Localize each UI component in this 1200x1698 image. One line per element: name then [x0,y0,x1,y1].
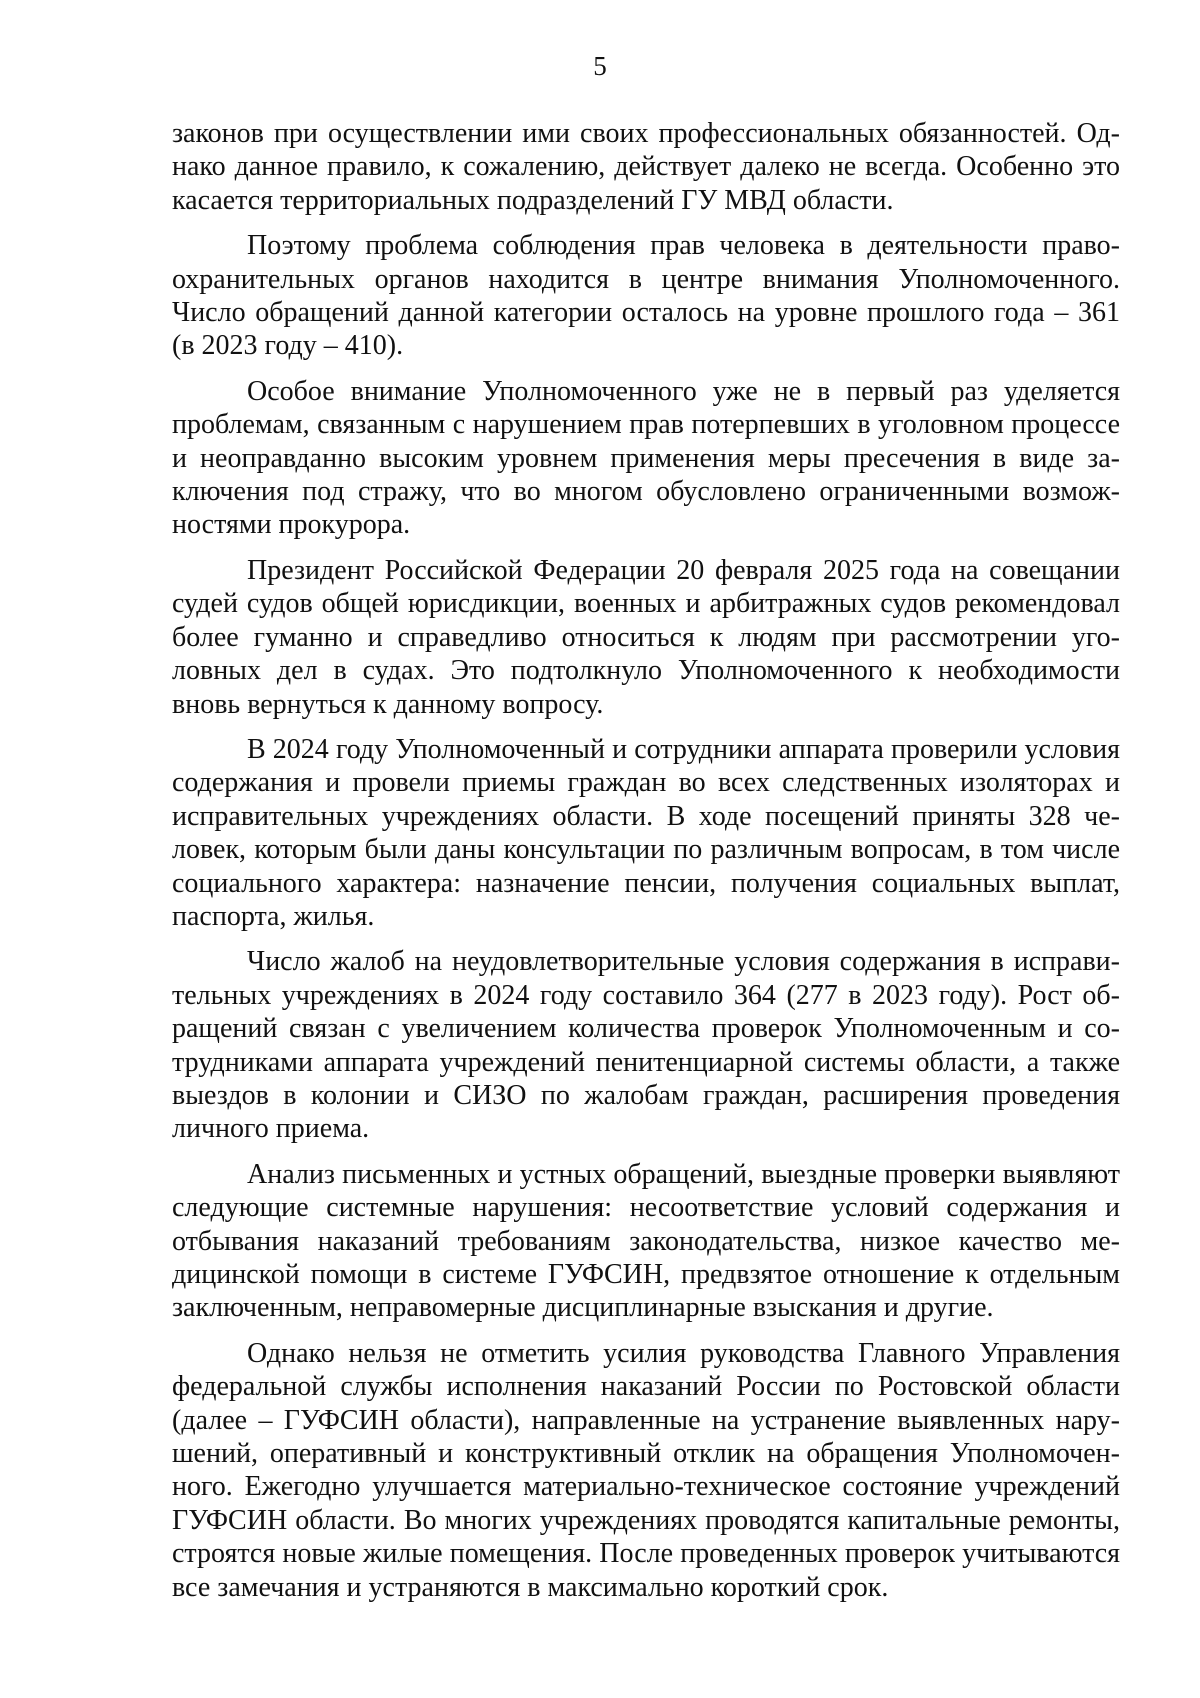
document-body [172,117,1120,1616]
page-number: 5 [593,51,607,81]
paragraph-victims-rights-detention: Особое внимание Уполномоченного уже не в первый раз уделяется проблемам, связанным с нарушением прав потерпевших в уголовном процессе и неоправданно высоким уровнем применения меры пресечения в виде заключения под стражу, что во многом обусловлено ограниченными возможностями прокурора. [172,375,1120,541]
paragraph-complaints-count: Число жалоб на неудовлетворительные условия содержания в исправительных учреждениях в 2024 году составило 364 (277 в 2023 году). Рост обращений связан с увеличением количества проверок Уполномоченным и сотрудниками аппарата учреждений пенитенциарной системы области, а также выездов в колонии и СИЗО по жалобам граждан, расширения проведения личного приема. [172,946,1120,1145]
paragraph-systemic-violations: Анализ письменных и устных обращений, выездные проверки выявляют следующие системные нарушения: несоответствие условий содержания и отбывания наказаний требованиям законодательства, низкое качество медицинской помощи в системе ГУФСИН, предвзятое отношение к отдельным заключенным, неправомерные дисциплинарные взыскания и другие. [172,1158,1120,1324]
paragraph-inspections-2024: В 2024 году Уполномоченный и сотрудники аппарата проверили условия содержания и провели приемы граждан во всех следственных изоляторах и исправительных учреждениях области. В ходе посещений приняты 328 человек, которым были даны консультации по различным вопросам, в том числе социального характера: назначение пенсии, получения социальных выплат, паспорта, жилья. [172,733,1120,932]
paragraph-gufsin-efforts: Однако нельзя не отметить усилия руководства Главного Управления федеральной службы исполнения наказаний России по Ростовской области (далее – ГУФСИН области), направленные на устранение выявленных нарушений, оперативный и конструктивный отклик на обращения Уполномоченного. Ежегодно улучшается материально-техническое состояние учреждений ГУФСИН области. Во многих учреждениях проводятся капитальные ремонты, строятся новые жилые помещения. После проведенных проверок учитываются все замечания и устраняются в максимально короткий срок. [172,1337,1120,1603]
paragraph-continued-laws: законов при осуществлении ими своих профессиональных обязанностей. Однако данное правило, к сожалению, действует далеко не всегда. Особенно это касается территориальных подразделений ГУ МВД области. [172,118,1120,216]
paragraph-president-meeting: Президент Российской Федерации 20 февраля 2025 года на совещании судей судов общей юрисдикции, военных и арбитражных судов рекомендовал более гуманно и справедливо относиться к людям при рассмотрении уголовных дел в судах. Это подтолкнуло Уполномоченного к необходимости вновь вернуться к данному вопросу. [172,554,1120,720]
paragraph-human-rights-law-enforcement: Поэтому проблема соблюдения прав человека в деятельности правоохранительных органов находится в центре внимания Уполномоченного. Число обращений данной категории осталось на уровне прошлого года – 361 (в 2023 году – 410). [172,230,1120,362]
